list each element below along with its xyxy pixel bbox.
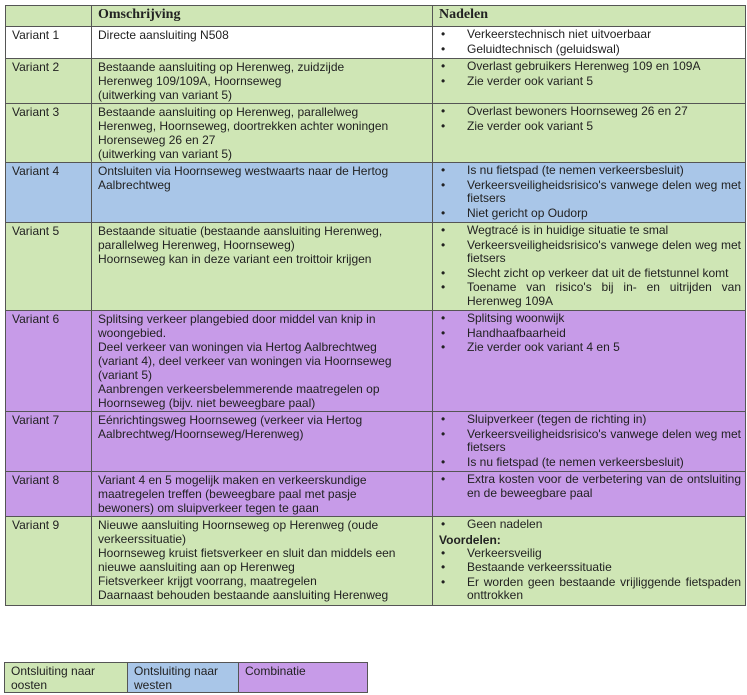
variant-label: Variant 7 (6, 412, 92, 472)
variant-description: Bestaande aansluiting op Herenweg, parallelweg Herenweg, Hoornseweg, doortrekken achter woningen Horenseweg 26 en 27 (uitwerking van variant 5) (92, 104, 433, 163)
list-item: • Splitsing woonwijk (439, 312, 741, 326)
advantages-list (439, 547, 741, 603)
variant-disadvantages (433, 412, 746, 472)
variant-description: Bestaande situatie (bestaande aansluiting Herenweg, parallelweg Herenweg, Hoornseweg) Hoornseweg kan in deze variant een troittoir krijgen (92, 223, 433, 311)
list-item: • Zie verder ook variant 4 en 5 (439, 341, 741, 355)
list-item: • Er worden geen bestaande vrijliggende fietspaden onttrokken (439, 576, 741, 603)
variant-description: Nieuwe aansluiting Hoornseweg op Herenweg (oude verkeerssituatie) Hoornseweg kruist fietsverkeer en sluit dan middels een nieuwe aansluiting aan op Herenweg Fietsverkeer krijgt voorrang, maatregelen Daarnaast behouden bestaande aansluiting Herenweg (92, 517, 433, 606)
list-item: • Geluidtechnisch (geluidswal) (439, 43, 741, 57)
table-row-variant-9 (6, 517, 746, 606)
list-item: • Verkeersveilig (439, 547, 741, 561)
variant-description: Ontsluiten via Hoornseweg westwaarts naar de Hertog Aalbrechtweg (92, 163, 433, 223)
list-item: • Verkeerstechnisch niet uitvoerbaar (439, 28, 741, 42)
header-disadvantages: Nadelen (433, 6, 746, 27)
list-item: • Extra kosten voor de verbetering van de ontsluiting en de beweegbare paal (439, 473, 741, 500)
legend-east: Ontsluiting naar oosten (5, 663, 128, 693)
header-description: Omschrijving (92, 6, 433, 27)
variant-disadvantages (433, 223, 746, 311)
table-row-variant-8 (6, 472, 746, 517)
table-row-variant-5 (6, 223, 746, 311)
variant-label: Variant 8 (6, 472, 92, 517)
variant-label: Variant 9 (6, 517, 92, 606)
legend-west: Ontsluiting naar westen (128, 663, 239, 693)
list-item: • Zie verder ook variant 5 (439, 75, 741, 89)
list-item: • Verkeersveiligheidsrisico's vanwege delen weg met fietsers (439, 179, 741, 206)
table-row-variant-7 (6, 412, 746, 472)
variants-table (5, 5, 746, 606)
list-item: • Niet gericht op Oudorp (439, 207, 741, 221)
variant-description: Variant 4 en 5 mogelijk maken en verkeerskundige maatregelen treffen (beweegbare paal met pasje bewoners) om sluipverkeer tegen te gaan (92, 472, 433, 517)
variant-description: Splitsing verkeer plangebied door middel van knip in woongebied. Deel verkeer van woningen via Hertog Aalbrechtweg (variant 4), deel verkeer van woningen via Hoornseweg (variant 5) Aanbrengen verkeersbelemmerende maatregelen op Hoornseweg (bijv. niet beweegbare paal) (92, 311, 433, 412)
list-item: • Handhaafbaarheid (439, 327, 741, 341)
variant-disadvantages (433, 163, 746, 223)
table-row-variant-4 (6, 163, 746, 223)
list-item: • Is nu fietspad (te nemen verkeersbesluit) (439, 164, 741, 178)
list-item: • Slecht zicht op verkeer dat uit de fietstunnel komt (439, 267, 741, 281)
variant-disadvantages (433, 311, 746, 412)
list-item: • Zie verder ook variant 5 (439, 120, 741, 134)
variant-label: Variant 1 (6, 27, 92, 59)
list-item: • Verkeersveiligheidsrisico's vanwege delen weg met fietsers (439, 239, 741, 266)
variant-disadvantages (433, 27, 746, 59)
table-row-variant-1 (6, 27, 746, 59)
variant-disadvantages (433, 472, 746, 517)
list-item: • Wegtracé is in huidige situatie te smal (439, 224, 741, 238)
list-item: • Geen nadelen (439, 518, 741, 532)
table-row-variant-3 (6, 104, 746, 163)
variant-label: Variant 2 (6, 59, 92, 104)
variant-label: Variant 5 (6, 223, 92, 311)
advantages-heading: Voordelen: (439, 532, 501, 547)
header-variant (6, 6, 92, 27)
list-item: • Is nu fietspad (te nemen verkeersbesluit) (439, 456, 741, 470)
list-item: • Overlast gebruikers Herenweg 109 en 109A (439, 60, 741, 74)
variant-label: Variant 6 (6, 311, 92, 412)
list-item: • Toename van risico's bij in- en uitrijden van Herenweg 109A (439, 281, 741, 308)
variant-description: Eénrichtingsweg Hoornseweg (verkeer via Hertog Aalbrechtweg/Hoornseweg/Herenweg) (92, 412, 433, 472)
variant-description: Directe aansluiting N508 (92, 27, 433, 59)
list-item: • Verkeersveiligheidsrisico's vanwege delen weg met fietsers (439, 428, 741, 455)
list-item: • Bestaande verkeerssituatie (439, 561, 741, 575)
table-row-variant-2 (6, 59, 746, 104)
variant-label: Variant 3 (6, 104, 92, 163)
table-row-variant-6 (6, 311, 746, 412)
legend-combination: Combinatie (239, 663, 368, 693)
list-item: • Overlast bewoners Hoornseweg 26 en 27 (439, 105, 741, 119)
list-item: • Sluipverkeer (tegen de richting in) (439, 413, 741, 427)
variant-label: Variant 4 (6, 163, 92, 223)
variant-disadvantages (433, 59, 746, 104)
table-header-row (6, 6, 746, 27)
variant-description: Bestaande aansluiting op Herenweg, zuidzijde Herenweg 109/109A, Hoornseweg (uitwerking van variant 5) (92, 59, 433, 104)
color-legend (4, 662, 368, 693)
variant-disadvantages (433, 104, 746, 163)
variant-disadvantages (433, 517, 746, 606)
